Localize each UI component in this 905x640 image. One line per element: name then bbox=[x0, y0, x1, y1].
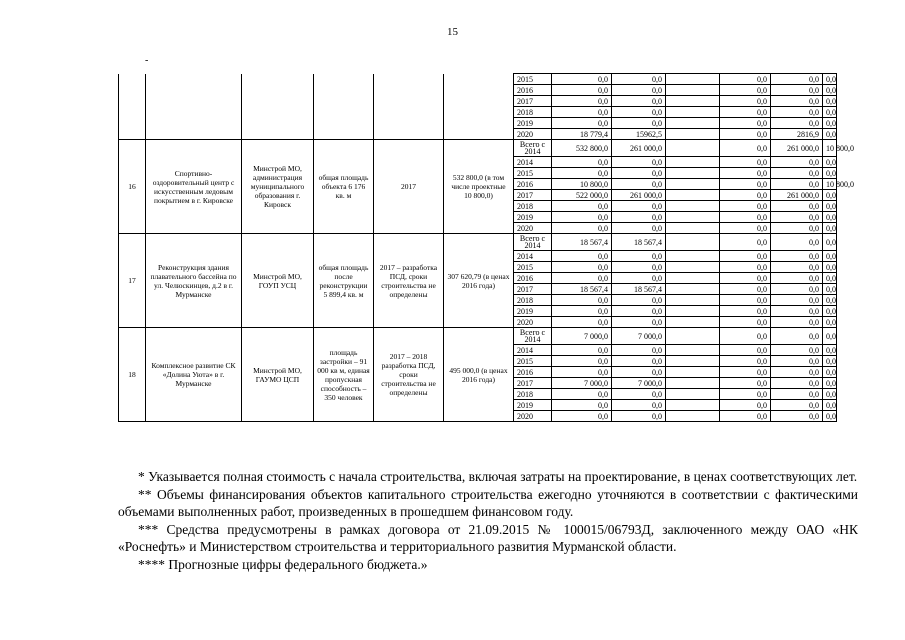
object-cost: 307 620,79 (в ценах 2016 года) bbox=[444, 234, 514, 328]
amount-total: 0,0 bbox=[552, 201, 612, 212]
amount-total: 18 567,4 bbox=[552, 284, 612, 295]
year-cell: 2016 bbox=[514, 85, 552, 96]
amount-federal: 0,0 bbox=[720, 168, 771, 179]
footnote-4: **** Прогнозные цифры федерального бюджета.» bbox=[138, 556, 428, 572]
amount-total: 0,0 bbox=[552, 96, 612, 107]
year-cell: 2015 bbox=[514, 74, 552, 85]
amount-other: 0,0 bbox=[823, 400, 837, 411]
amount-total: 0,0 bbox=[552, 345, 612, 356]
amount-other: 0,0 bbox=[823, 129, 837, 140]
year-cell: 2018 bbox=[514, 107, 552, 118]
footnotes bbox=[118, 468, 858, 573]
amount-federal: 0,0 bbox=[720, 273, 771, 284]
amount-empty bbox=[666, 389, 720, 400]
object-period bbox=[374, 74, 444, 140]
amount-federal: 0,0 bbox=[720, 140, 771, 157]
year-cell: 2014 bbox=[514, 345, 552, 356]
amount-total: 0,0 bbox=[552, 118, 612, 129]
amount-other: 0,0 bbox=[823, 85, 837, 96]
year-cell: 2017 bbox=[514, 96, 552, 107]
year-cell: 2020 bbox=[514, 411, 552, 422]
amount-other: 0,0 bbox=[823, 411, 837, 422]
footnote-3: *** Средства предусмотрены в рамках договора от 21.09.2015 № 100015/06793Д, заключенного между ОАО «НК «Роснефть» и Министерством строительства и территориального развития Мурманской области. bbox=[118, 521, 858, 554]
amount-local: 0,0 bbox=[771, 367, 823, 378]
amount-regional: 0,0 bbox=[612, 251, 666, 262]
year-cell: 2016 bbox=[514, 273, 552, 284]
amount-empty bbox=[666, 273, 720, 284]
amount-local: 0,0 bbox=[771, 262, 823, 273]
amount-local: 0,0 bbox=[771, 273, 823, 284]
amount-other: 0,0 bbox=[823, 96, 837, 107]
object-name bbox=[146, 74, 242, 140]
object-capacity: общая площадь объекта 6 176 кв. м bbox=[314, 140, 374, 234]
amount-regional: 0,0 bbox=[612, 317, 666, 328]
amount-other: 0,0 bbox=[823, 234, 837, 251]
amount-other: 0,0 bbox=[823, 356, 837, 367]
amount-federal: 0,0 bbox=[720, 201, 771, 212]
amount-total: 522 000,0 bbox=[552, 190, 612, 201]
amount-federal: 0,0 bbox=[720, 74, 771, 85]
amount-local: 0,0 bbox=[771, 85, 823, 96]
year-cell: 2014 bbox=[514, 251, 552, 262]
amount-federal: 0,0 bbox=[720, 306, 771, 317]
amount-federal: 0,0 bbox=[720, 107, 771, 118]
object-capacity bbox=[314, 74, 374, 140]
year-cell: 2019 bbox=[514, 212, 552, 223]
amount-other: 0,0 bbox=[823, 345, 837, 356]
amount-total: 0,0 bbox=[552, 273, 612, 284]
amount-local: 2816,9 bbox=[771, 129, 823, 140]
amount-local: 0,0 bbox=[771, 284, 823, 295]
amount-empty bbox=[666, 85, 720, 96]
amount-federal: 0,0 bbox=[720, 179, 771, 190]
object-cost bbox=[444, 74, 514, 140]
year-cell: Всего с 2014 bbox=[514, 140, 552, 157]
amount-federal: 0,0 bbox=[720, 389, 771, 400]
amount-regional: 0,0 bbox=[612, 107, 666, 118]
year-cell: 2017 bbox=[514, 284, 552, 295]
financing-table bbox=[118, 73, 854, 422]
amount-federal: 0,0 bbox=[720, 317, 771, 328]
amount-regional: 7 000,0 bbox=[612, 328, 666, 345]
amount-regional: 0,0 bbox=[612, 168, 666, 179]
amount-empty bbox=[666, 317, 720, 328]
amount-regional: 0,0 bbox=[612, 306, 666, 317]
amount-empty bbox=[666, 212, 720, 223]
amount-local: 261 000,0 bbox=[771, 140, 823, 157]
year-cell: Всего с 2014 bbox=[514, 328, 552, 345]
year-cell: 2018 bbox=[514, 389, 552, 400]
amount-empty bbox=[666, 96, 720, 107]
amount-other: 10 800,0 bbox=[823, 179, 837, 190]
amount-total: 0,0 bbox=[552, 367, 612, 378]
amount-empty bbox=[666, 328, 720, 345]
amount-federal: 0,0 bbox=[720, 411, 771, 422]
table-row bbox=[119, 140, 837, 157]
year-cell: 2014 bbox=[514, 157, 552, 168]
amount-other: 0,0 bbox=[823, 306, 837, 317]
amount-total: 0,0 bbox=[552, 317, 612, 328]
top-mark: - bbox=[145, 55, 149, 66]
amount-total: 0,0 bbox=[552, 85, 612, 96]
year-cell: 2020 bbox=[514, 317, 552, 328]
year-cell: 2015 bbox=[514, 262, 552, 273]
footnote-1: * Указывается полная стоимость с начала строительства, включая затраты на проектирование, в ценах соответствующих лет. bbox=[138, 469, 858, 484]
amount-other: 0,0 bbox=[823, 284, 837, 295]
amount-total: 0,0 bbox=[552, 389, 612, 400]
amount-local: 0,0 bbox=[771, 400, 823, 411]
amount-local: 261 000,0 bbox=[771, 190, 823, 201]
amount-federal: 0,0 bbox=[720, 157, 771, 168]
amount-local: 0,0 bbox=[771, 168, 823, 179]
amount-empty bbox=[666, 168, 720, 179]
amount-other: 0,0 bbox=[823, 295, 837, 306]
amount-other: 0,0 bbox=[823, 74, 837, 85]
amount-local: 0,0 bbox=[771, 295, 823, 306]
amount-federal: 0,0 bbox=[720, 378, 771, 389]
amount-other: 10 800,0 bbox=[823, 140, 837, 157]
object-customer: Минстрой МО, администрация муниципального образования г. Кировск bbox=[242, 140, 314, 234]
amount-regional: 261 000,0 bbox=[612, 190, 666, 201]
amount-total: 7 000,0 bbox=[552, 378, 612, 389]
amount-empty bbox=[666, 157, 720, 168]
amount-local: 0,0 bbox=[771, 328, 823, 345]
amount-total: 10 800,0 bbox=[552, 179, 612, 190]
amount-regional: 0,0 bbox=[612, 74, 666, 85]
amount-other: 0,0 bbox=[823, 190, 837, 201]
amount-federal: 0,0 bbox=[720, 96, 771, 107]
amount-other: 0,0 bbox=[823, 223, 837, 234]
amount-empty bbox=[666, 306, 720, 317]
object-number: 18 bbox=[119, 328, 146, 422]
amount-empty bbox=[666, 378, 720, 389]
object-name: Спортивно-оздоровительный центр с искусственным ледовым покрытием в г. Кировске bbox=[146, 140, 242, 234]
amount-total: 0,0 bbox=[552, 400, 612, 411]
amount-total: 532 800,0 bbox=[552, 140, 612, 157]
amount-total: 0,0 bbox=[552, 251, 612, 262]
amount-empty bbox=[666, 129, 720, 140]
amount-regional: 0,0 bbox=[612, 400, 666, 411]
amount-federal: 0,0 bbox=[720, 85, 771, 96]
table-row bbox=[119, 74, 837, 85]
amount-empty bbox=[666, 140, 720, 157]
amount-total: 0,0 bbox=[552, 262, 612, 273]
amount-other: 0,0 bbox=[823, 367, 837, 378]
amount-other: 0,0 bbox=[823, 118, 837, 129]
amount-other: 0,0 bbox=[823, 251, 837, 262]
amount-federal: 0,0 bbox=[720, 400, 771, 411]
amount-local: 0,0 bbox=[771, 378, 823, 389]
amount-regional: 261 000,0 bbox=[612, 140, 666, 157]
object-cost: 495 000,0 (в ценах 2016 года) bbox=[444, 328, 514, 422]
amount-regional: 18 567,4 bbox=[612, 284, 666, 295]
amount-local: 0,0 bbox=[771, 356, 823, 367]
page-number: 15 bbox=[447, 26, 458, 38]
footnote-2: ** Объемы финансирования объектов капитального строительства ежегодно уточняются в соответствии с фактическими объемами выполненных работ, произведенных в прошедшем финансовом году. bbox=[118, 486, 858, 519]
amount-total: 0,0 bbox=[552, 411, 612, 422]
amount-local: 0,0 bbox=[771, 74, 823, 85]
amount-local: 0,0 bbox=[771, 96, 823, 107]
amount-empty bbox=[666, 367, 720, 378]
amount-local: 0,0 bbox=[771, 317, 823, 328]
amount-regional: 0,0 bbox=[612, 212, 666, 223]
amount-empty bbox=[666, 262, 720, 273]
amount-regional: 0,0 bbox=[612, 295, 666, 306]
object-period: 2017 bbox=[374, 140, 444, 234]
amount-local: 0,0 bbox=[771, 223, 823, 234]
amount-federal: 0,0 bbox=[720, 328, 771, 345]
amount-total: 0,0 bbox=[552, 157, 612, 168]
amount-federal: 0,0 bbox=[720, 251, 771, 262]
amount-other: 0,0 bbox=[823, 168, 837, 179]
amount-empty bbox=[666, 118, 720, 129]
object-number bbox=[119, 74, 146, 140]
amount-empty bbox=[666, 356, 720, 367]
amount-total: 0,0 bbox=[552, 107, 612, 118]
amount-federal: 0,0 bbox=[720, 295, 771, 306]
amount-empty bbox=[666, 190, 720, 201]
amount-local: 0,0 bbox=[771, 306, 823, 317]
year-cell: 2017 bbox=[514, 378, 552, 389]
amount-empty bbox=[666, 74, 720, 85]
amount-total: 0,0 bbox=[552, 74, 612, 85]
amount-federal: 0,0 bbox=[720, 190, 771, 201]
amount-federal: 0,0 bbox=[720, 262, 771, 273]
object-period: 2017 – 2018 разработка ПСД, сроки строительства не определены bbox=[374, 328, 444, 422]
amount-local: 0,0 bbox=[771, 179, 823, 190]
year-cell: 2015 bbox=[514, 356, 552, 367]
amount-regional: 0,0 bbox=[612, 273, 666, 284]
object-period: 2017 – разработка ПСД, сроки строительства не определены bbox=[374, 234, 444, 328]
amount-empty bbox=[666, 345, 720, 356]
table-row bbox=[119, 328, 837, 345]
object-capacity: площадь застройки – 91 000 кв м, единая пропускная способность – 350 человек bbox=[314, 328, 374, 422]
amount-local: 0,0 bbox=[771, 389, 823, 400]
year-cell: 2017 bbox=[514, 190, 552, 201]
amount-total: 18 567,4 bbox=[552, 234, 612, 251]
year-cell: 2016 bbox=[514, 367, 552, 378]
object-customer bbox=[242, 74, 314, 140]
amount-local: 0,0 bbox=[771, 234, 823, 251]
amount-empty bbox=[666, 295, 720, 306]
year-cell: 2020 bbox=[514, 223, 552, 234]
amount-empty bbox=[666, 411, 720, 422]
amount-federal: 0,0 bbox=[720, 284, 771, 295]
amount-empty bbox=[666, 201, 720, 212]
amount-other: 0,0 bbox=[823, 378, 837, 389]
amount-other: 0,0 bbox=[823, 273, 837, 284]
amount-federal: 0,0 bbox=[720, 212, 771, 223]
amount-regional: 0,0 bbox=[612, 345, 666, 356]
amount-regional: 0,0 bbox=[612, 179, 666, 190]
amount-regional: 15962,5 bbox=[612, 129, 666, 140]
amount-federal: 0,0 bbox=[720, 356, 771, 367]
amount-other: 0,0 bbox=[823, 107, 837, 118]
amount-regional: 0,0 bbox=[612, 118, 666, 129]
table-row bbox=[119, 234, 837, 251]
amount-regional: 7 000,0 bbox=[612, 378, 666, 389]
amount-federal: 0,0 bbox=[720, 118, 771, 129]
object-name: Реконструкция здания плавательного бассейна по ул. Челюскинцев, д.2 в г. Мурманске bbox=[146, 234, 242, 328]
year-cell: 2016 bbox=[514, 179, 552, 190]
amount-regional: 0,0 bbox=[612, 201, 666, 212]
year-cell: 2018 bbox=[514, 295, 552, 306]
year-cell: Всего с 2014 bbox=[514, 234, 552, 251]
year-cell: 2019 bbox=[514, 118, 552, 129]
amount-federal: 0,0 bbox=[720, 223, 771, 234]
amount-empty bbox=[666, 223, 720, 234]
amount-regional: 0,0 bbox=[612, 157, 666, 168]
amount-local: 0,0 bbox=[771, 107, 823, 118]
amount-local: 0,0 bbox=[771, 345, 823, 356]
amount-regional: 0,0 bbox=[612, 356, 666, 367]
year-cell: 2020 bbox=[514, 129, 552, 140]
amount-other: 0,0 bbox=[823, 201, 837, 212]
amount-other: 0,0 bbox=[823, 212, 837, 223]
object-customer: Минстрой МО, ГАУМО ЦСП bbox=[242, 328, 314, 422]
amount-other: 0,0 bbox=[823, 262, 837, 273]
amount-federal: 0,0 bbox=[720, 234, 771, 251]
amount-regional: 0,0 bbox=[612, 367, 666, 378]
amount-other: 0,0 bbox=[823, 328, 837, 345]
amount-local: 0,0 bbox=[771, 251, 823, 262]
amount-total: 0,0 bbox=[552, 212, 612, 223]
amount-federal: 0,0 bbox=[720, 345, 771, 356]
amount-regional: 0,0 bbox=[612, 262, 666, 273]
amount-federal: 0,0 bbox=[720, 129, 771, 140]
amount-empty bbox=[666, 234, 720, 251]
amount-total: 0,0 bbox=[552, 356, 612, 367]
amount-regional: 18 567,4 bbox=[612, 234, 666, 251]
object-name: Комплексное развитие СК «Долина Уюта» в г. Мурманске bbox=[146, 328, 242, 422]
object-customer: Минстрой МО, ГОУП УСЦ bbox=[242, 234, 314, 328]
amount-total: 0,0 bbox=[552, 168, 612, 179]
year-cell: 2015 bbox=[514, 168, 552, 179]
amount-regional: 0,0 bbox=[612, 411, 666, 422]
amount-empty bbox=[666, 107, 720, 118]
amount-total: 18 779,4 bbox=[552, 129, 612, 140]
amount-local: 0,0 bbox=[771, 411, 823, 422]
year-cell: 2019 bbox=[514, 306, 552, 317]
year-cell: 2019 bbox=[514, 400, 552, 411]
amount-other: 0,0 bbox=[823, 157, 837, 168]
amount-empty bbox=[666, 251, 720, 262]
year-cell: 2018 bbox=[514, 201, 552, 212]
amount-regional: 0,0 bbox=[612, 223, 666, 234]
object-number: 17 bbox=[119, 234, 146, 328]
object-cost: 532 800,0 (в том числе проектные 10 800,0) bbox=[444, 140, 514, 234]
amount-federal: 0,0 bbox=[720, 367, 771, 378]
amount-local: 0,0 bbox=[771, 201, 823, 212]
amount-empty bbox=[666, 179, 720, 190]
amount-local: 0,0 bbox=[771, 157, 823, 168]
amount-regional: 0,0 bbox=[612, 96, 666, 107]
amount-local: 0,0 bbox=[771, 118, 823, 129]
amount-other: 0,0 bbox=[823, 389, 837, 400]
amount-empty bbox=[666, 400, 720, 411]
amount-total: 0,0 bbox=[552, 223, 612, 234]
amount-empty bbox=[666, 284, 720, 295]
amount-total: 0,0 bbox=[552, 306, 612, 317]
object-number: 16 bbox=[119, 140, 146, 234]
amount-regional: 0,0 bbox=[612, 389, 666, 400]
amount-total: 7 000,0 bbox=[552, 328, 612, 345]
object-capacity: общая площадь после реконструкции 5 899,4 кв. м bbox=[314, 234, 374, 328]
amount-local: 0,0 bbox=[771, 212, 823, 223]
amount-other: 0,0 bbox=[823, 317, 837, 328]
amount-total: 0,0 bbox=[552, 295, 612, 306]
amount-regional: 0,0 bbox=[612, 85, 666, 96]
